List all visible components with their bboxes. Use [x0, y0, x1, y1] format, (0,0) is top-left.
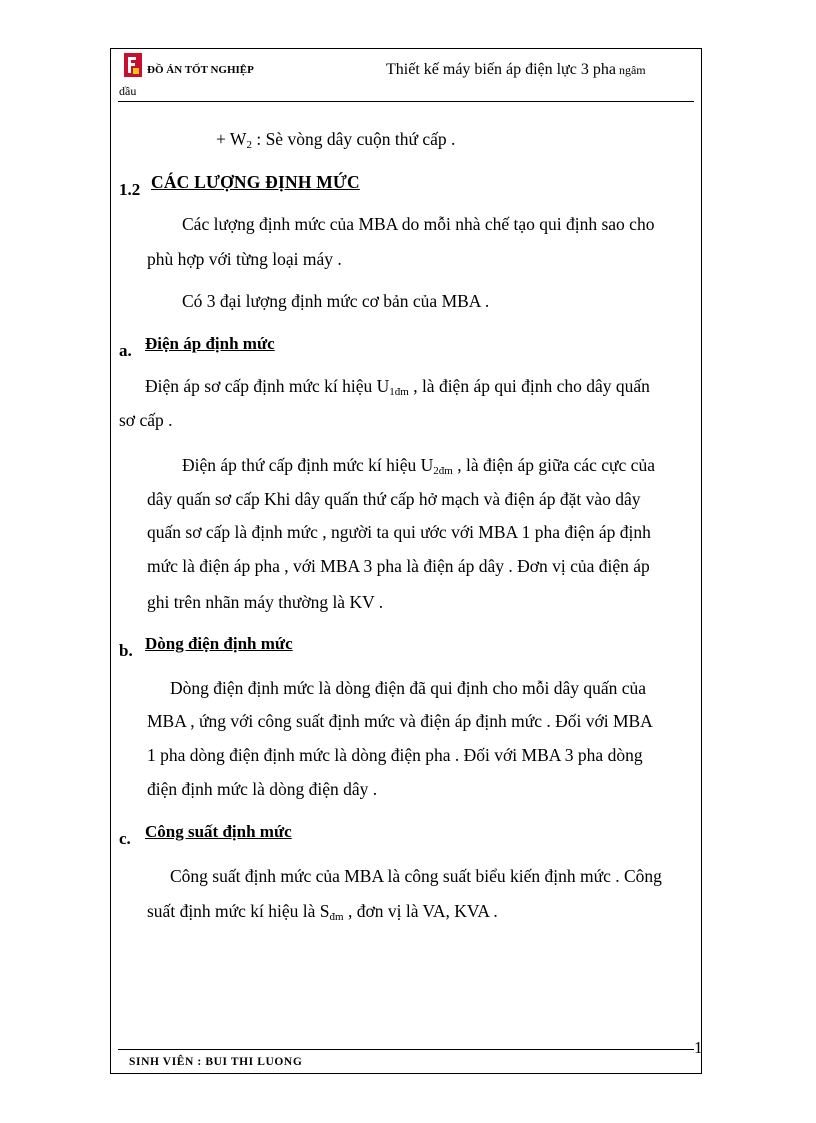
a-p1-post: , là điện áp qui định cho dây quấn [408, 376, 650, 396]
intro-line-1: Các lượng định mức của MBA do mỗi nhà chế tạo qui định sao cho [182, 214, 655, 234]
w2-prefix: + W [216, 129, 247, 149]
b-line-1: Dòng điện định mức là dòng điện đã qui định cho mỗi dây quấn của [170, 678, 647, 698]
header-right-small: ngâm [615, 63, 646, 77]
w2-sub: 2 [246, 139, 252, 151]
c-line-2-sub: đm [329, 911, 344, 923]
intro-line-3: Có 3 đại lượng định mức cơ bản của MBA . [182, 291, 490, 311]
a-p2-post: , là điện áp giữa các cực của [452, 455, 655, 475]
intro-line-2: phù hợp với từng loại máy . [147, 249, 342, 269]
a-p2-line-4: mức là điện áp pha , với MBA 3 pha là điện áp dây . Đơn vị của điện áp [147, 556, 650, 576]
logo-icon [124, 53, 142, 77]
b-line-2: MBA , ứng với công suất định mức và điện áp định mức . Đối với MBA [147, 711, 653, 731]
c-line-1: Công suất định mức của MBA là công suất biểu kiến định mức . Công [170, 866, 662, 886]
subsection-b-title: Dòng điện định mức [145, 634, 293, 653]
header-divider [118, 101, 694, 102]
section-title: CÁC LƯỢNG ĐỊNH MỨC [151, 172, 360, 192]
header-right-title [386, 61, 646, 79]
a-p2-pre: Điện áp thứ cấp định mức kí hiệu U [182, 455, 434, 475]
subsection-a-title: Điện áp định mức [145, 334, 275, 353]
footer-divider [118, 1049, 694, 1050]
w2-line [216, 129, 455, 150]
header-left-title: ĐỒ ÁN TỐT NGHIỆP [147, 64, 254, 76]
footer-student: SINH VIÊN : BUI THI LUONG [129, 1056, 303, 1068]
c-line-2-post: , đơn vị là VA, KVA . [343, 901, 498, 921]
subsection-c-title: Công suất định mức [145, 822, 292, 841]
c-line-2-pre: suất định mức kí hiệu là S [147, 901, 330, 921]
b-line-4: điện định mức là dòng điện dây . [147, 779, 378, 799]
a-p1-line-2: sơ cấp . [119, 410, 173, 430]
subsection-b-letter: b. [119, 641, 133, 660]
w2-text: : Sè vòng dây cuộn thứ cấp . [251, 129, 456, 149]
page-number: 1 [694, 1038, 703, 1057]
a-p2-sub: 2đm [433, 465, 453, 477]
header-right-main: Thiết kế máy biến áp điện lực 3 pha [386, 61, 616, 78]
a-p2-line-2: dây quấn sơ cấp Khi dây quấn thứ cấp hở mạch và điện áp đặt vào dây [147, 489, 641, 509]
subsection-a-letter: a. [119, 341, 132, 360]
c-line-2 [147, 901, 498, 922]
section-number: 1.2 [119, 180, 141, 199]
a-p2-line-3: quấn sơ cấp là định mức , người ta qui ước với MBA 1 pha điện áp định [147, 522, 651, 542]
a-p1-sub: 1đm [389, 386, 409, 398]
a-p1-pre: Điện áp sơ cấp định mức kí hiệu U [145, 376, 390, 396]
header-right-wrap: dầu [119, 84, 137, 98]
a-p2-line-5: ghi trên nhãn máy thường là KV . [147, 592, 384, 612]
b-line-3: 1 pha dòng điện định mức là dòng điện pha . Đối với MBA 3 pha dòng [147, 745, 643, 765]
subsection-c-letter: c. [119, 829, 131, 848]
a-p2-line-1 [182, 455, 655, 476]
a-p1-line-1 [145, 376, 650, 397]
